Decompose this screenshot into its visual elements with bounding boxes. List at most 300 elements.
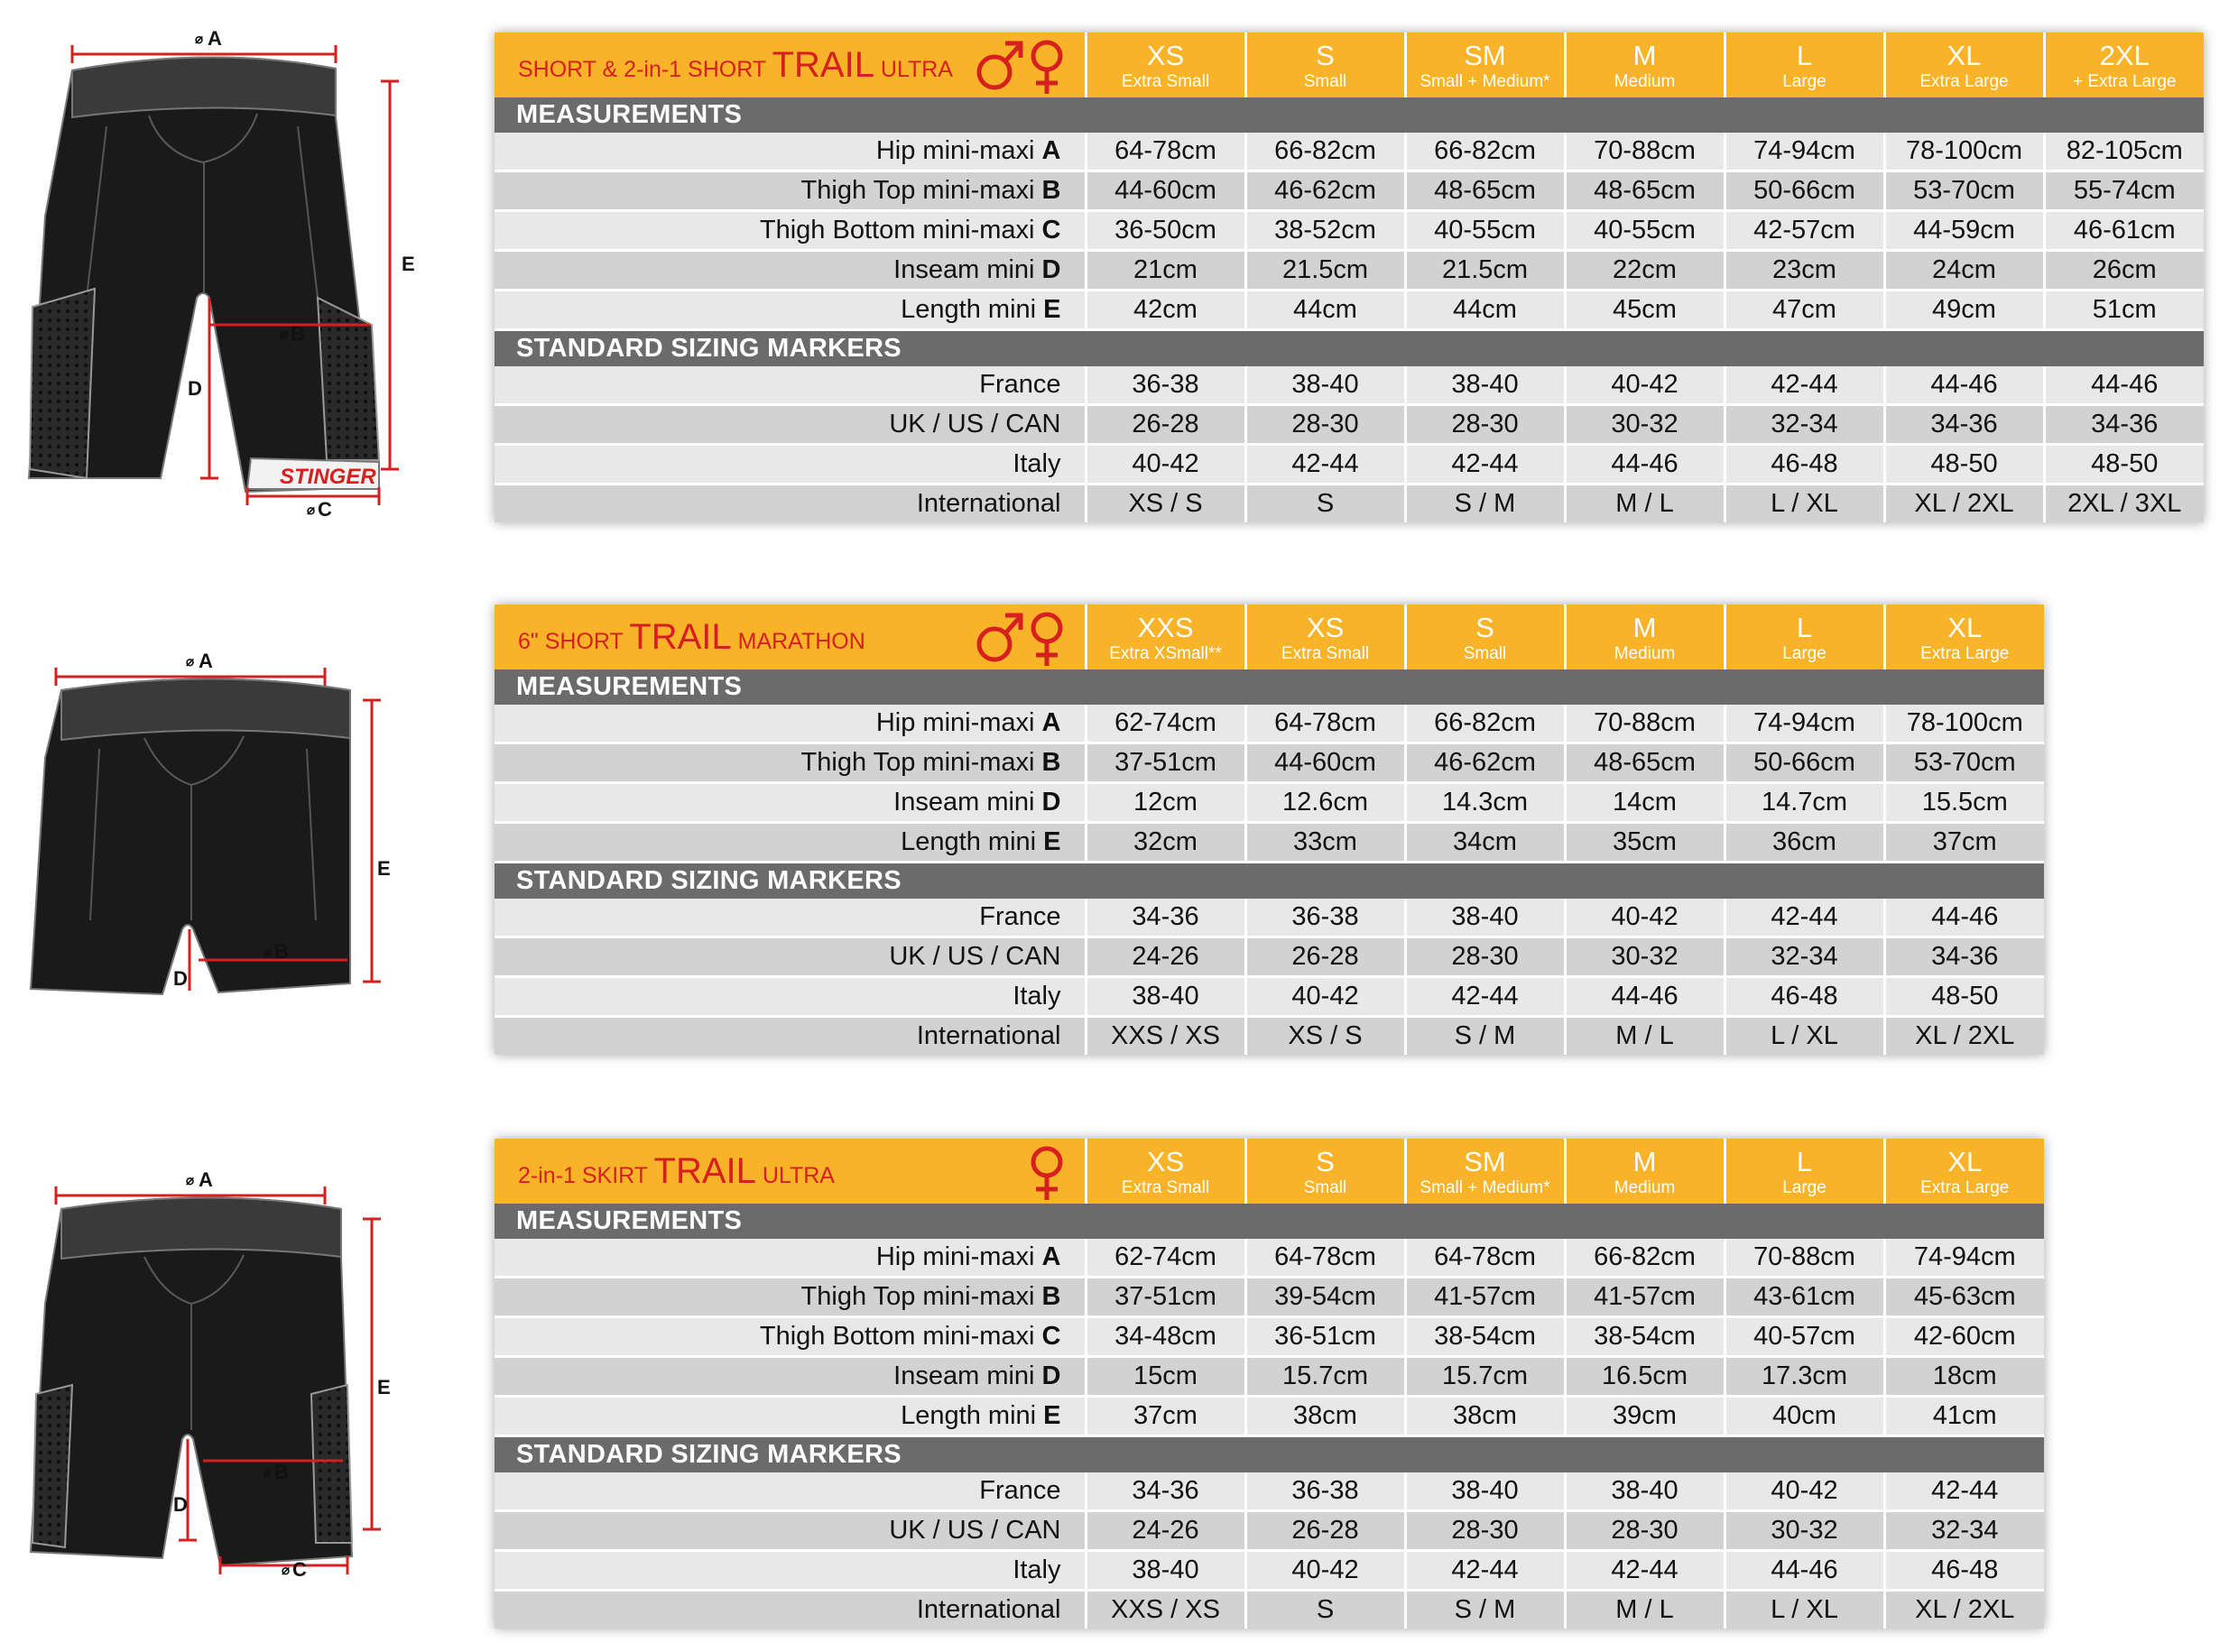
row-label-text: Italy [1013,1555,1061,1584]
table-row [495,705,2044,743]
table-row [495,1511,2044,1551]
row-label-text: Italy [1013,449,1061,478]
size-name: Small [1463,644,1507,663]
section-header [495,97,2204,133]
size-code: M [1632,1146,1657,1177]
row-label-text: Inseam mini [893,788,1035,817]
row-label [495,1317,1086,1357]
size-chart-header [495,32,2204,97]
table-cell: 43-61cm [1725,1278,1884,1317]
table-cell: 62-74cm [1086,1239,1245,1278]
row-label [495,937,1086,977]
illustration-2in1-skirt-trail-ultra [0,1168,433,1601]
diameter-icon: ⌀ [186,654,195,669]
table-cell: S / M [1405,1591,1565,1629]
table-cell: 34-36 [1086,1472,1245,1511]
table-cell: 66-82cm [1405,133,1565,171]
table-cell: 36cm [1725,823,1884,863]
table-row [495,1397,2044,1436]
table-cell: 46-62cm [1245,171,1405,211]
table-cell: 38-54cm [1405,1317,1565,1357]
dimension-key: B [1041,1282,1061,1311]
row-label [495,211,1086,251]
table-cell: 36-38 [1245,899,1405,937]
size-column-header [1086,605,1245,669]
table-row [495,1551,2044,1591]
table-row [495,1017,2044,1056]
table-cell: 26-28 [1086,405,1245,445]
table-cell: 23cm [1725,251,1884,291]
size-code: M [1632,612,1657,643]
row-label-text: Length mini [901,1401,1037,1430]
dimension-key: C [1041,216,1061,245]
table-cell: 64-78cm [1245,1239,1405,1278]
size-column-header [1884,605,2044,669]
female-symbol-icon [1027,1144,1067,1202]
size-name: Extra Small [1121,1178,1210,1197]
dim-label-b: B [291,322,305,345]
row-label [495,1551,1086,1591]
table-cell: 34-36 [2044,405,2204,445]
table-row [495,937,2044,977]
row-label [495,1017,1086,1056]
row-label-text: UK / US / CAN [889,410,1061,438]
table-cell: 42-44 [1405,445,1565,485]
size-name: Large [1782,644,1826,663]
table-cell: 46-62cm [1405,743,1565,783]
table-cell: 82-105cm [2044,133,2204,171]
table-cell: M / L [1565,1591,1725,1629]
section-title: STANDARD SIZING MARKERS [495,863,2044,900]
table-cell: 28-30 [1405,1511,1565,1551]
section-header [495,1204,2044,1239]
table-cell: 41-57cm [1405,1278,1565,1317]
table-cell: 21.5cm [1245,251,1405,291]
table-cell: 37-51cm [1086,1278,1245,1317]
table-cell: 44-59cm [1884,211,2044,251]
size-name: Extra Large [1920,644,2010,663]
table-cell: 40-57cm [1725,1317,1884,1357]
table-cell: 33cm [1245,823,1405,863]
row-label [495,445,1086,485]
table-cell: 34-36 [1884,937,2044,977]
table-cell: 44-46 [2044,366,2204,405]
table-cell: M / L [1565,1017,1725,1056]
table-cell: 40-42 [1086,445,1245,485]
row-label [495,783,1086,823]
illustration-6-short-trail-marathon [0,650,433,1011]
table-cell: 44-46 [1725,1551,1884,1591]
table-row [495,977,2044,1017]
table-cell: 42-44 [1405,1551,1565,1591]
table-cell: 46-48 [1725,977,1884,1017]
table-cell: 14.7cm [1725,783,1884,823]
size-code: S [1316,1146,1335,1177]
table-cell: 46-61cm [2044,211,2204,251]
diameter-icon: ⌀ [264,945,273,960]
size-name: Large [1782,1178,1826,1197]
section-title: STANDARD SIZING MARKERS [495,330,2204,367]
table-cell: 51cm [2044,291,2204,330]
row-label-text: Thigh Top mini-maxi [800,176,1035,205]
diameter-icon: ⌀ [280,327,289,342]
table-cell: 36-38 [1245,1472,1405,1511]
table-cell: 37-51cm [1086,743,1245,783]
size-code: M [1632,40,1657,71]
table-cell: 41cm [1884,1397,2044,1436]
gender-symbols [975,38,1067,96]
row-label-text: Thigh Top mini-maxi [800,1282,1035,1311]
dim-label-e: E [377,1376,391,1398]
row-label-text: Thigh Bottom mini-maxi [759,1322,1035,1351]
table-cell: 12cm [1086,783,1245,823]
table-cell: 74-94cm [1884,1239,2044,1278]
dim-label-a: A [208,27,222,50]
dimension-key: E [1043,1401,1061,1430]
table-row [495,211,2204,251]
table-cell: 44-60cm [1086,171,1245,211]
diameter-icon: ⌀ [264,1465,273,1481]
chart-title: 2-in-1 SKIRT TRAIL ULTRA [495,1139,1086,1204]
size-chart-header [495,605,2044,669]
table-cell: L / XL [1725,485,1884,523]
size-column-header [1565,1139,1725,1204]
table-cell: 53-70cm [1884,743,2044,783]
table-cell: 38-40 [1086,977,1245,1017]
table-cell: 44cm [1405,291,1565,330]
table-cell: 15cm [1086,1357,1245,1397]
table-cell: 28-30 [1405,405,1565,445]
table-row [495,1357,2044,1397]
table-row [495,445,2204,485]
table-cell: 21.5cm [1405,251,1565,291]
table-cell: 38-40 [1405,1472,1565,1511]
dimension-key: B [1041,176,1061,205]
size-code: L [1796,1146,1813,1177]
table-row [495,823,2044,863]
table-cell: XXS / XS [1086,1591,1245,1629]
table-cell: 40-55cm [1565,211,1725,251]
row-label-text: Inseam mini [893,1361,1035,1390]
table-cell: S / M [1405,1017,1565,1056]
section-title: MEASUREMENTS [495,669,2044,705]
diameter-icon: ⌀ [195,32,204,47]
size-code: XS [1306,612,1345,643]
row-label-text: International [916,1595,1061,1624]
dim-label-d: D [188,377,202,400]
table-row [495,251,2204,291]
table-cell: XXS / XS [1086,1017,1245,1056]
size-code: XS [1146,1146,1185,1177]
table-cell: 42cm [1086,291,1245,330]
dimension-key: A [1041,136,1061,165]
table-cell: 64-78cm [1086,133,1245,171]
section-title: MEASUREMENTS [495,97,2204,133]
row-label-text: France [979,1476,1061,1505]
size-column-header [1725,605,1884,669]
size-column-header [1245,1139,1405,1204]
row-label-text: Hip mini-maxi [875,136,1035,165]
size-code: XXS [1137,612,1194,643]
table-cell: 34-48cm [1086,1317,1245,1357]
table-cell: 28-30 [1245,405,1405,445]
table-cell: 38-40 [1405,899,1565,937]
table-cell: 45-63cm [1884,1278,2044,1317]
size-name: Extra Small [1121,72,1210,91]
size-column-header [2044,32,2204,97]
table-cell: 15.7cm [1405,1357,1565,1397]
row-label-text: UK / US / CAN [889,1516,1061,1545]
table-cell: 32-34 [1884,1511,2044,1551]
table-cell: 45cm [1565,291,1725,330]
table-cell: 64-78cm [1245,705,1405,743]
table-cell: 66-82cm [1565,1239,1725,1278]
table-cell: 42-44 [1565,1551,1725,1591]
table-cell: 78-100cm [1884,133,2044,171]
size-code: SM [1464,1146,1506,1177]
size-name: Small + Medium* [1420,72,1550,91]
size-code: XL [1947,40,1982,71]
size-column-header [1086,32,1245,97]
table-cell: L / XL [1725,1017,1884,1056]
table-cell: 2XL / 3XL [2044,485,2204,523]
table-cell: 44-60cm [1245,743,1405,783]
row-label [495,133,1086,171]
table-cell: 32-34 [1725,405,1884,445]
dimension-key: B [1041,748,1061,777]
size-column-header [1405,1139,1565,1204]
row-label-text: International [916,1021,1061,1050]
table-cell: S / M [1405,485,1565,523]
size-code: SM [1464,40,1506,71]
dim-label-a: A [199,1168,213,1191]
table-cell: 35cm [1565,823,1725,863]
row-label-text: Hip mini-maxi [875,708,1035,737]
table-cell: 40-55cm [1405,211,1565,251]
table-row [495,783,2044,823]
table-cell: 17.3cm [1725,1357,1884,1397]
table-cell: 26-28 [1245,1511,1405,1551]
table-cell: 50-66cm [1725,743,1884,783]
table-cell: 78-100cm [1884,705,2044,743]
table-cell: 38-40 [1086,1551,1245,1591]
table-cell: 44cm [1245,291,1405,330]
size-column-header [1725,1139,1884,1204]
table-row [495,405,2204,445]
row-label [495,366,1086,405]
size-column-header [1884,32,2044,97]
table-cell: 48-50 [2044,445,2204,485]
dimension-key: E [1043,827,1061,856]
table-cell: 15.5cm [1884,783,2044,823]
table-cell: 70-88cm [1725,1239,1884,1278]
table-cell: 36-51cm [1245,1317,1405,1357]
diameter-icon: ⌀ [186,1173,195,1188]
row-label [495,743,1086,783]
table-cell: 38-40 [1565,1472,1725,1511]
table-cell: 38-52cm [1245,211,1405,251]
row-label-text: UK / US / CAN [889,942,1061,971]
table-cell: 74-94cm [1725,705,1884,743]
size-column-header [1725,32,1884,97]
table-cell: 15.7cm [1245,1357,1405,1397]
size-name: Small [1303,72,1347,91]
row-label-text: International [916,489,1061,518]
size-code: S [1316,40,1335,71]
diameter-icon: ⌀ [307,503,316,518]
gender-symbols [975,610,1067,668]
row-label [495,705,1086,743]
table-cell: 40-42 [1245,977,1405,1017]
size-chart-short-trail-ultra [495,32,2204,522]
section-header [495,330,2204,367]
row-label [495,1591,1086,1629]
table-cell: 38cm [1405,1397,1565,1436]
table-cell: XS / S [1245,1017,1405,1056]
dim-label-b: B [274,940,289,963]
table-row [495,171,2204,211]
size-name: + Extra Large [2072,72,2177,91]
size-name: Extra Small [1281,644,1370,663]
table-cell: M / L [1565,485,1725,523]
table-cell: 39cm [1565,1397,1725,1436]
row-label [495,291,1086,330]
table-cell: 34-36 [1884,405,2044,445]
dim-label-b: B [274,1461,289,1483]
size-column-header [1565,32,1725,97]
dimension-key: D [1041,255,1061,284]
table-cell: L / XL [1725,1591,1884,1629]
dimension-key: A [1041,1242,1061,1271]
table-cell: 40-42 [1245,1551,1405,1591]
dimension-key: E [1043,295,1061,324]
size-chart-2in1-skirt-trail-ultra [495,1139,2044,1629]
table-cell: 16.5cm [1565,1357,1725,1397]
table-cell: 34-36 [1086,899,1245,937]
size-column-header [1884,1139,2044,1204]
table-cell: 30-32 [1565,405,1725,445]
size-name: Medium [1614,1178,1676,1197]
dim-label-d: D [173,967,188,990]
section-header [495,1436,2044,1473]
dimension-key: D [1041,788,1061,817]
table-row [495,366,2204,405]
table-cell: 14cm [1565,783,1725,823]
table-cell: 36-38 [1086,366,1245,405]
table-cell: 44-46 [1884,366,2044,405]
row-label-text: France [979,902,1061,931]
size-code: XS [1146,40,1185,71]
row-label [495,251,1086,291]
table-cell: 40-42 [1565,366,1725,405]
size-code: 2XL [2099,40,2150,71]
table-cell: 30-32 [1565,937,1725,977]
table-cell: 47cm [1725,291,1884,330]
row-label-text: Italy [1013,982,1061,1011]
size-chart-6-short-trail-marathon [495,605,2044,1055]
table-cell: 64-78cm [1405,1239,1565,1278]
row-label [495,1357,1086,1397]
table-row [495,743,2044,783]
table-cell: 37cm [1086,1397,1245,1436]
table-cell: 44-46 [1884,899,2044,937]
table-cell: 28-30 [1565,1511,1725,1551]
size-code: S [1475,612,1494,643]
size-name: Large [1782,72,1826,91]
table-cell: XS / S [1086,485,1245,523]
dimension-key: C [1041,1322,1061,1351]
row-label-text: Hip mini-maxi [875,1242,1035,1271]
dim-label-d: D [173,1493,188,1516]
table-cell: 48-65cm [1565,743,1725,783]
table-cell: 42-44 [1725,899,1884,937]
table-cell: 42-44 [1405,977,1565,1017]
table-cell: 44-46 [1565,977,1725,1017]
table-cell: 22cm [1565,251,1725,291]
table-cell: 32-34 [1725,937,1884,977]
table-cell: 62-74cm [1086,705,1245,743]
table-cell: 48-65cm [1405,171,1565,211]
male-symbol-icon [975,610,1025,664]
table-row [495,1472,2044,1511]
size-name: Extra XSmall** [1109,644,1222,663]
table-cell: 24-26 [1086,937,1245,977]
row-label [495,977,1086,1017]
gender-symbols [1027,1144,1067,1202]
section-header [495,669,2044,705]
table-cell: S [1245,1591,1405,1629]
table-cell: 40cm [1725,1397,1884,1436]
row-label [495,1397,1086,1436]
row-label-text: Length mini [901,295,1037,324]
row-label-text: Length mini [901,827,1037,856]
row-label [495,485,1086,523]
diameter-icon: ⌀ [282,1563,291,1578]
table-cell: 24cm [1884,251,2044,291]
size-name: Small + Medium* [1420,1178,1550,1197]
dimension-key: A [1041,708,1061,737]
table-row [495,1239,2044,1278]
table-row [495,899,2044,937]
row-label [495,899,1086,937]
table-cell: 44-46 [1565,445,1725,485]
table-cell: 39-54cm [1245,1278,1405,1317]
table-cell: 50-66cm [1725,171,1884,211]
size-column-header [1245,32,1405,97]
table-row [495,291,2204,330]
table-cell: 34cm [1405,823,1565,863]
table-cell: 26cm [2044,251,2204,291]
table-cell: 38-40 [1405,366,1565,405]
dim-label-c: C [292,1558,307,1581]
table-cell: XL / 2XL [1884,485,2044,523]
table-cell: 28-30 [1405,937,1565,977]
size-code: L [1796,612,1813,643]
table-cell: 42-44 [1725,366,1884,405]
dim-label-e: E [377,857,391,880]
table-cell: 66-82cm [1245,133,1405,171]
table-row [495,485,2204,523]
row-label [495,171,1086,211]
table-row [495,1317,2044,1357]
table-cell: 38-54cm [1565,1317,1725,1357]
table-row [495,1591,2044,1629]
table-cell: 66-82cm [1405,705,1565,743]
table-cell: 42-57cm [1725,211,1884,251]
size-column-header [1405,605,1565,669]
size-chart-header [495,1139,2044,1204]
dim-label-e: E [402,253,415,275]
